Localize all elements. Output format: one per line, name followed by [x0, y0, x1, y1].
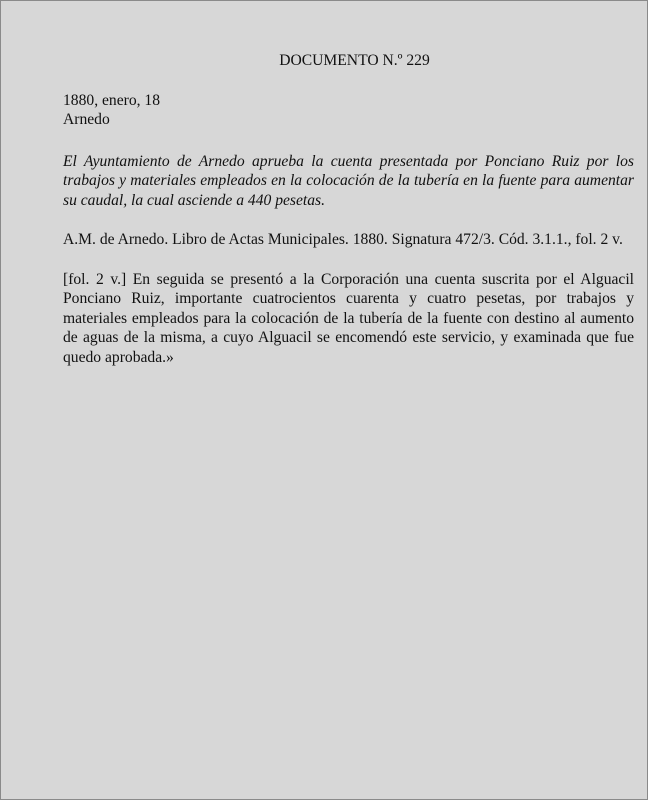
document-content [63, 51, 634, 367]
document-date: 1880, enero, 18 [63, 91, 161, 109]
document-title: DOCUMENTO N.º 229 [279, 52, 430, 69]
transcription-body: [fol. 2 v.] En seguida se presentó a la Corporación una cuenta suscrita por el Alguacil Ponciano Ruiz, importante cuatrocientos cuarenta y cuatro pesetas, por trabajos y materiales empleados para la colocación de la tubería de la fuente con destino al aumento de aguas de la misma, a cuyo Alguacil se encomendó este servicio, y examinada que fue quedo aprobada.» [63, 270, 634, 366]
archive-source: A.M. de Arnedo. Libro de Actas Municipales. 1880. Signatura 472/3. Cód. 3.1.1., fol. 2 v. [63, 231, 623, 248]
document-place: Arnedo [63, 111, 110, 128]
document-summary: El Ayuntamiento de Arnedo aprueba la cuenta presentada por Ponciano Ruiz por los trabajos y materiales empleados en la colocación de la tubería en la fuente para aumentar su caudal, la cual asciende a 440 pesetas. [63, 152, 634, 209]
